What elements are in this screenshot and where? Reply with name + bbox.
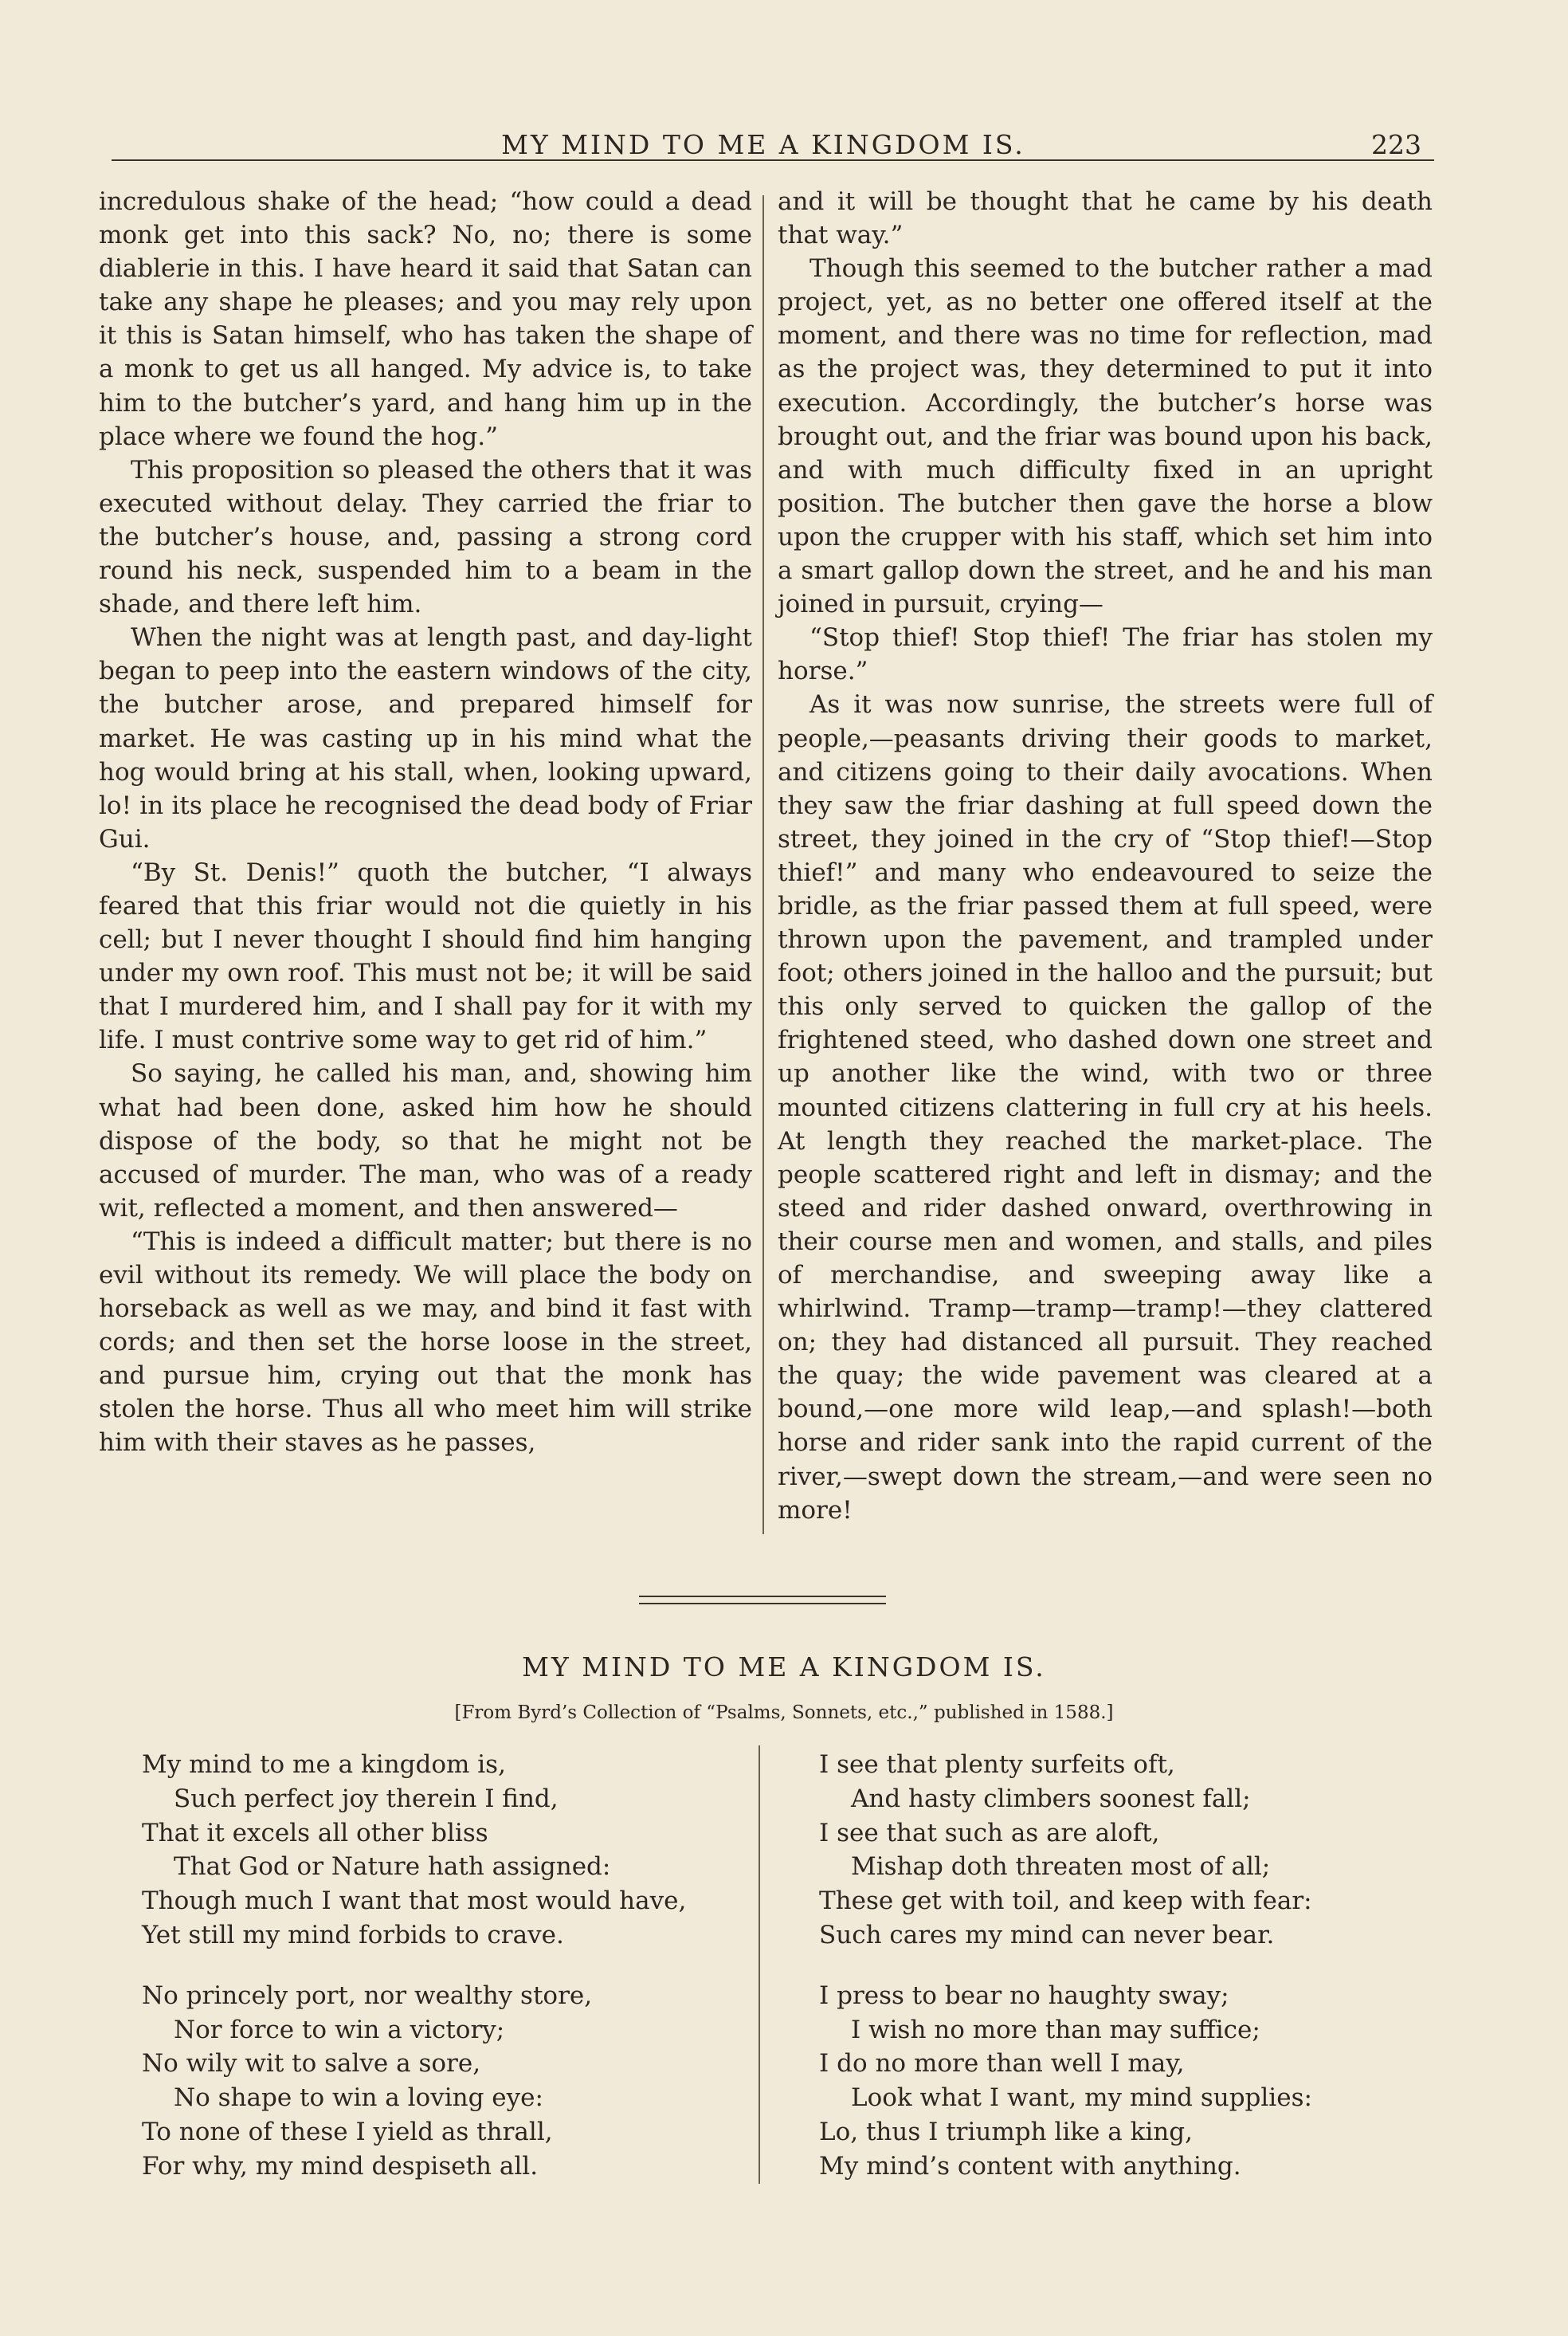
poem-line: Though much I want that most would have,: [142, 1886, 687, 1916]
poem-line: For why, my mind despiseth all.: [142, 2151, 539, 2181]
stanza: [819, 1979, 1312, 2184]
poem-line: Such perfect joy therein I find,: [174, 1784, 559, 1813]
section-rule-top: [639, 1596, 886, 1597]
paragraph: “Stop thief! Stop thief! The friar has stolen my horse.”: [778, 623, 1433, 686]
poem-right-column: [819, 1748, 1312, 2210]
poem-line: No shape to win a loving eye:: [174, 2083, 543, 2113]
running-title: MY MIND TO ME A KINGDOM IS.: [501, 129, 1025, 160]
right-text-column: [778, 185, 1433, 1527]
paragraph: and it will be thought that he came by his death that way.”: [778, 187, 1433, 250]
paragraph: Though this seemed to the butcher rather a mad project, yet, as no better one offered itself at the moment, and there was no time for reflection, mad as the project was, they determined to put it into execution. Accordingly, the butcher’s horse was brought out, and the friar was bound upon his back, and with much difficulty fixed in an upright position. The butcher then gave the horse a blow upon the crupper with his staff, which set him into a smart gallop down the street, and he and his man joined in pursuit, crying—: [778, 254, 1433, 619]
paragraph: So saying, he called his man, and, showing him what had been done, asked him how he should dispose of the body, so that he might not be accused of murder. The man, who was of a ready wit, reflected a moment, and then answered—: [99, 1059, 752, 1223]
paragraph: When the night was at length past, and day-light began to peep into the eastern windows of the city, the butcher arose, and prepared himself for market. He was casting up in his mind what the hog would bring at his stall, when, looking upward, lo! in its place he recognised the dead body of Friar Gui.: [99, 623, 752, 854]
poem-line: That God or Nature hath assigned:: [174, 1852, 611, 1882]
poem-line: No wily wit to salve a sore,: [142, 2049, 481, 2079]
poem-line: And hasty climbers soonest fall;: [851, 1784, 1251, 1813]
poem-line: No princely port, nor wealthy store,: [142, 1981, 593, 2010]
poem-line: I see that plenty surfeits oft,: [819, 1750, 1175, 1779]
poem-line: To none of these I yield as thrall,: [142, 2117, 553, 2146]
paragraph: This proposition so pleased the others that it was executed without delay. They carried the friar to the butcher’s house, and, passing a strong cord round his neck, suspended him to a beam in the shade, and there left him.: [99, 455, 752, 619]
stanza: [142, 1748, 686, 1953]
poem-line: I wish no more than may suffice;: [851, 2015, 1260, 2044]
column-divider: [762, 195, 764, 1534]
poem-line: Look what I want, my mind supplies:: [851, 2083, 1312, 2113]
header-rule: [112, 159, 1434, 161]
stanza: [142, 1979, 686, 2184]
poem-line: Mishap doth threaten most of all;: [851, 1852, 1271, 1882]
page-number: 223: [1371, 129, 1421, 160]
poem-line: Yet still my mind forbids to crave.: [142, 1920, 564, 1949]
poem-line: I see that such as are aloft,: [819, 1818, 1160, 1847]
paragraph: incredulous shake of the head; “how could a dead monk get into this sack? No, no; there is some diablerie in this. I have heard it said that Satan can take any shape he pleases; and you may rely upon it this is Satan himself, who has taken the shape of a monk to get us all hanged. My advice is, to take him to the butcher’s yard, and hang him up in the place where we found the hog.”: [99, 187, 752, 451]
poem-line: I do no more than well I may,: [819, 2049, 1185, 2079]
section-rule-bottom: [639, 1603, 886, 1604]
poem-line: That it excels all other bliss: [142, 1818, 488, 1847]
poem-title: MY MIND TO ME A KINGDOM IS.: [522, 1651, 1046, 1682]
poem-line: Nor force to win a victory;: [174, 2015, 505, 2044]
poem-line: Such cares my mind can never bear.: [819, 1920, 1275, 1949]
poem-column-divider: [759, 1745, 760, 2184]
poem-line: These get with toil, and keep with fear:: [819, 1886, 1312, 1916]
poem-line: My mind’s content with anything.: [819, 2151, 1241, 2181]
poem-line: Lo, thus I triumph like a king,: [819, 2117, 1193, 2146]
stanza: [819, 1748, 1312, 1953]
left-text-column: [99, 185, 752, 1460]
poem-source-note: [From Byrd’s Collection of “Psalms, Sonnets, etc.,” published in 1588.]: [454, 1702, 1114, 1723]
paragraph: “By St. Denis!” quoth the butcher, “I always feared that this friar would not die quietly in his cell; but I never thought I should find him hanging under my own roof. This must not be; it will be said that I murdered him, and I shall pay for it with my life. I must contrive some way to get rid of him.”: [99, 858, 752, 1055]
paragraph: As it was now sunrise, the streets were full of people,—peasants driving their goods to market, and citizens going to their daily avocations. When they saw the friar dashing at full speed down the street, they joined in the cry of “Stop thief!—Stop thief!” and many who endeavoured to seize the bridle, as the friar passed them at full speed, were thrown upon the pavement, and trampled under foot; others joined in the halloo and the pursuit; but this only served to quicken the gallop of the frightened steed, who dashed down one street and up another like the wind, with two or three mounted citizens clattering in full cry at his heels. At length they reached the market-place. The people scattered right and left in dismay; and the steed and rider dashed onward, overthrowing in their course men and women, and stalls, and piles of merchandise, and sweeping away like a whirlwind. Tramp—tramp—tramp!—they clattered on; they had distanced all pursuit. They reached the quay; the wide pavement was cleared at a bound,—one more wild leap,—and splash!—both horse and rider sank into the rapid current of the river,—swept down the stream,—and were seen no more!: [778, 690, 1433, 1525]
poem-left-column: [142, 1748, 686, 2210]
poem-line: My mind to me a kingdom is,: [142, 1750, 506, 1779]
poem-line: I press to bear no haughty sway;: [819, 1981, 1229, 2010]
paragraph: “This is indeed a difficult matter; but there is no evil without its remedy. We will place the body on horseback as well as we may, and bind it fast with cords; and then set the horse loose in the street, and pursue him, crying out that the monk has stolen the horse. Thus all who meet him will strike him with their staves as he passes,: [99, 1227, 752, 1458]
